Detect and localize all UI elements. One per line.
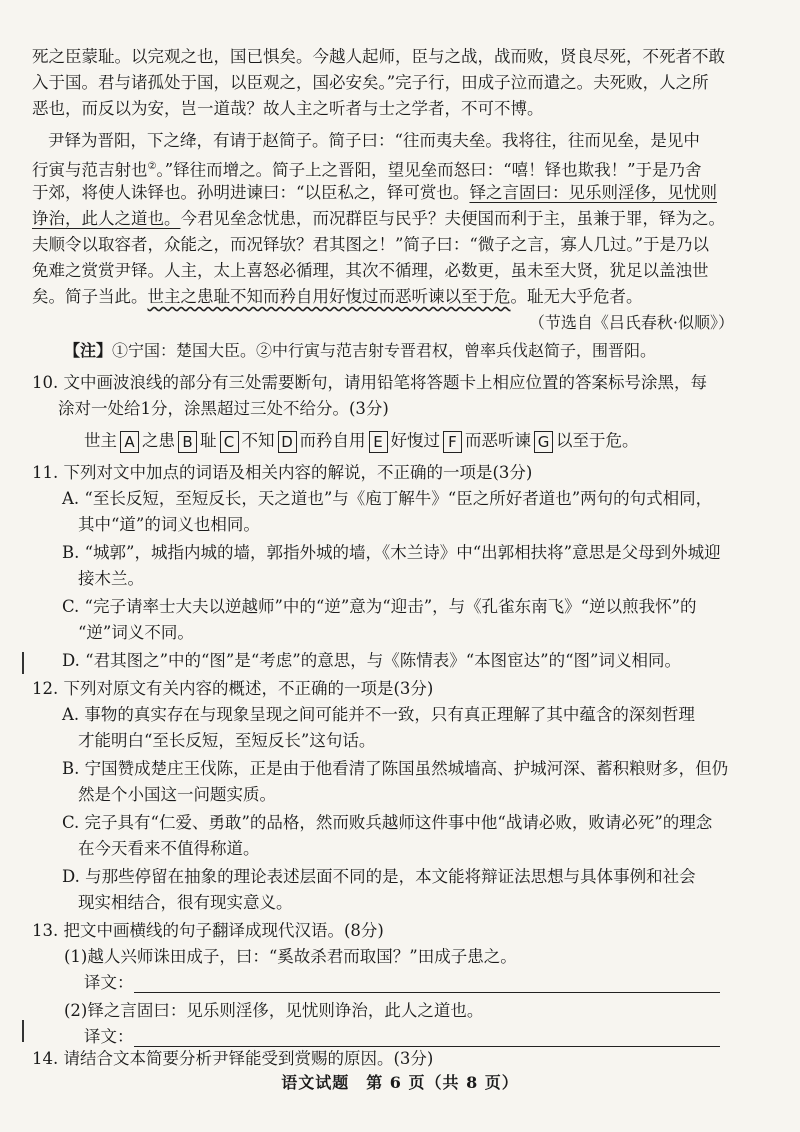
q12-option-c-line-1: C. 完子具有“仁爱、勇敢”的品格，然而败兵越师这件事中他“战请必败，败请必死”的理念 — [62, 813, 713, 832]
break-option-d[interactable]: D — [278, 431, 297, 453]
break-option-f[interactable]: F — [443, 431, 462, 453]
q10-stem-1: 10. 文中画波浪线的部分有三处需要断句，请用铅笔将答题卡上相应位置的答案标号涂黑，每 — [32, 373, 707, 392]
margin-mark — [22, 652, 24, 674]
break-option-c[interactable]: C — [220, 431, 239, 453]
q12-option-d-line-1: D. 与那些停留在抽象的理论表述层面不同的是，本文能将辩证法思想与具体事例和社会 — [62, 867, 696, 886]
break-option-g[interactable]: G — [534, 431, 553, 453]
wavy-underlined-sentence: 世主之患耻不知而矜自用好愎过而恶听谏以至于危 — [147, 287, 511, 306]
q12-option-a-line-2: 才能明白“至长反短，至短反长”这句话。 — [78, 731, 376, 750]
q13-stem: 13. 把文中画横线的句子翻译成现代汉语。(8分) — [32, 921, 384, 940]
q12-option-c-line-2: 在今天看来不值得称道。 — [78, 839, 260, 858]
q12-option-b-line-1: B. 宁国赞成楚庄王伐陈，正是由于他看清了陈国虽然城墙高、护城河深、蓄积粮财多，但仍 — [62, 759, 729, 778]
passage-line-3: 恶也，而反以为安，岂一道哉？故人主之听者与士之学者，不可不博。 — [32, 99, 544, 118]
passage-line-7: 诤治，此人之道也。今君见垒念忧患，而况群臣与民乎？夫便国而利于主，虽兼于罪，铎为之。 — [32, 209, 725, 228]
passage-line-6: 于郊，将使人诛铎也。孙明进谏曰：“以臣私之，铎可赏也。铎之言固曰：见乐则淫侈，见忧则 — [32, 183, 717, 202]
footnote-marker-2: ② — [147, 161, 157, 172]
passage-line-8: 夫顺令以取容者，众能之，而况铎欤？君其图之！”简子曰：“微子之言，寡人几过。”于是乃以 — [32, 235, 710, 254]
q13-answer-line-1[interactable] — [134, 992, 720, 993]
break-option-e[interactable]: E — [369, 431, 388, 453]
break-option-b[interactable]: B — [178, 431, 197, 453]
annotation-note: 【注】①宁国：楚国大臣。②中行寅与范吉射专晋君权，曾率兵伐赵简子，围晋阳。 — [64, 341, 657, 360]
underlined-sentence-2b: 诤治，此人之道也。 — [32, 209, 181, 228]
break-option-a[interactable]: A — [120, 431, 139, 453]
q12-stem: 12. 下列对原文有关内容的概述，不正确的一项是(3分) — [32, 679, 434, 698]
source-citation: （节选自《吕氏春秋·似顺》） — [528, 313, 734, 332]
passage-line-1: 死之臣蒙耻。以完观之也，国已惧矣。今越人起师，臣与之战，战而败，贤良尽死，不死者不敢 — [32, 47, 725, 66]
underlined-sentence-2a: 铎之言固曰：见乐则淫侈，见忧则 — [469, 183, 717, 202]
q14-stem: 14. 请结合文本简要分析尹铎能受到赏赐的原因。(3分) — [32, 1049, 434, 1068]
passage-line-4: 尹铎为晋阳，下之绛，有请于赵简子。简子曰：“往而夷夫垒。我将往，往而见垒，是见中 — [48, 131, 700, 150]
q11-option-a-line-2: 其中“道”的词义也相同。 — [78, 515, 260, 534]
q11-stem: 11. 下列对文中加点的词语及相关内容的解说，不正确的一项是(3分) — [32, 463, 533, 482]
q11-option-c-line-1: C. “完子请率士大夫以逆越师”中的“逆”意为“迎击”，与《孔雀东南飞》“逆以煎我怀”的 — [62, 597, 697, 616]
q11-option-d: D. “君其图之”中的“图”是“考虑”的意思，与《陈情表》“本图宦达”的“图”词义相同。 — [62, 651, 681, 670]
q12-option-b-line-2: 然是个小国这一问题实质。 — [78, 785, 276, 804]
q10-stem-2: 涂对一处给1分，涂黑超过三处不给分。(3分) — [58, 399, 389, 418]
q10-answer-options: 世主 A 之患 B 耻 C 不知 D 而矜自用 E 好愎过 F 而恶听谏 G 以至于危。 — [84, 431, 639, 451]
q11-option-a-line-1: A. “至长反短，至短反长，天之道也”与《庖丁解牛》“臣之所好者道也”两句的句式相同， — [62, 489, 713, 508]
passage-line-2: 入于国。君与诸孤处于国，以臣观之，国必安矣。”完子行，田成子泣而遣之。夫死败，人之所 — [32, 73, 709, 92]
q12-option-d-line-2: 现实相结合，很有现实意义。 — [78, 893, 293, 912]
q11-option-b-line-2: 接木兰。 — [78, 569, 144, 588]
q12-option-a-line-1: A. 事物的真实存在与现象呈现之间可能并不一致，只有真正理解了其中蕴含的深刻哲理 — [62, 705, 695, 724]
q13-answer-label-2: 译文： — [84, 1027, 134, 1046]
margin-mark — [22, 1020, 24, 1042]
q13-answer-label-1: 译文： — [84, 973, 134, 992]
page-footer: 语文试题 第 6 页（共 8 页） — [281, 1073, 519, 1092]
passage-line-10: 矣。简子当此。世主之患耻不知而矜自用好愎过而恶听谏以至于危。耻无大乎危者。 — [32, 287, 643, 306]
q11-option-b-line-1: B. “城郭”，城指内城的墙，郭指外城的墙，《木兰诗》中“出郭相扶将”意思是父母到外城迎 — [62, 543, 721, 562]
q13-sentence-1: (1)越人兴师诛田成子，曰：“奚故杀君而取国？”田成子患之。 — [64, 947, 517, 966]
passage-line-5: 行寅与范吉射也②。”铎往而增之。简子上之晋阳，望见垒而怒曰：“嘻！铎也欺我！”于是乃舍 — [32, 160, 702, 180]
passage-line-9: 免难之赏赏尹铎。人主，太上喜怒必循理，其次不循理，必数更，虽未至大贤，犹足以盖浊世 — [32, 261, 709, 280]
q13-sentence-2: (2)铎之言固曰：见乐则淫侈，见忧则诤治，此人之道也。 — [64, 1001, 484, 1020]
q11-option-c-line-2: “逆”词义不同。 — [78, 623, 194, 642]
